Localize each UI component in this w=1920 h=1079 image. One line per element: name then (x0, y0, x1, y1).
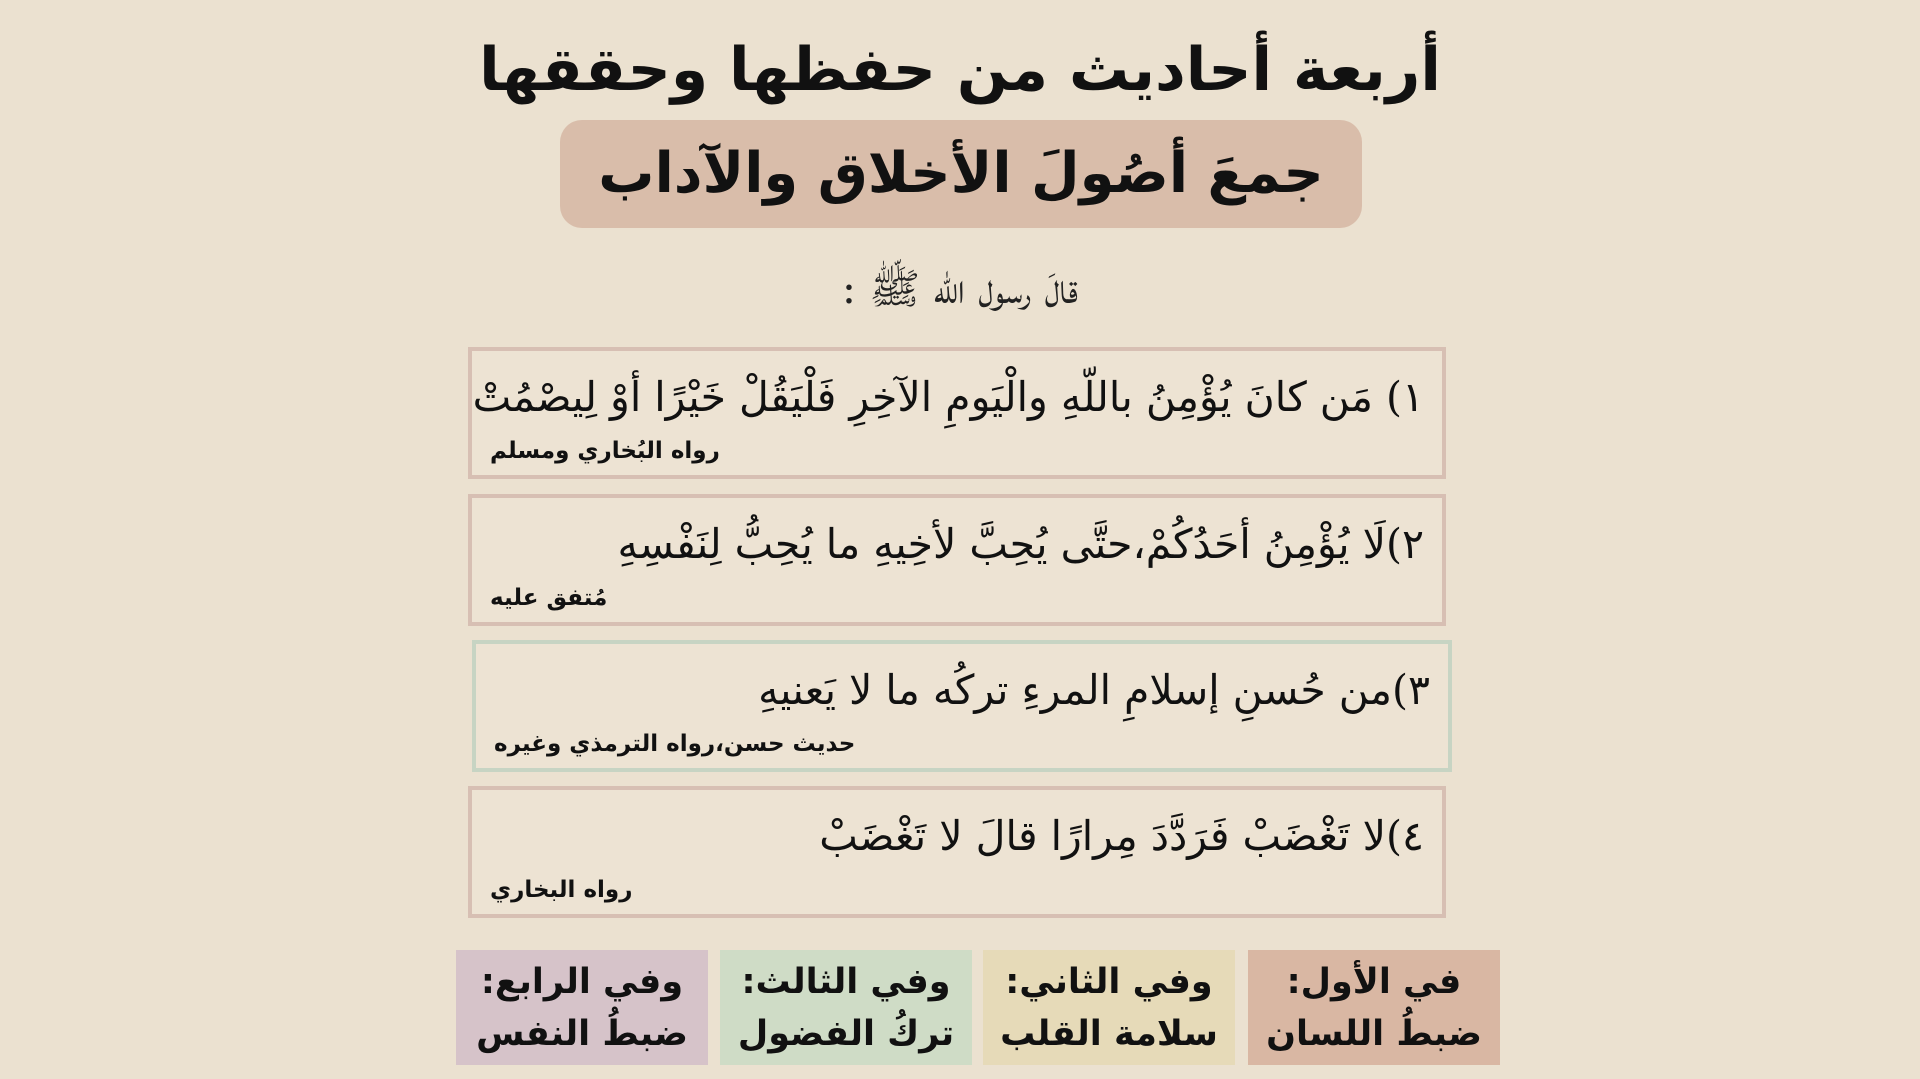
lesson-value: سلامة القلب (1000, 1014, 1218, 1054)
lesson-third (720, 950, 972, 1065)
hadith-text: ٢)لَا يُؤْمِنُ أحَدُكُمْ،حتَّى يُحِبَّ لأخِيهِ ما يُحِبُّ لِنَفْسِهِ (617, 520, 1424, 568)
lesson-value: ضبطُ النفس (476, 1014, 688, 1054)
hadith-text: ١) مَن كانَ يُؤْمِنُ باللّهِ والْيَومِ الآخِرِ فَلْيَقُلْ خَيْرًا أوْ لِيصْمُتْ (472, 373, 1424, 421)
hadith-source: حديث حسن،رواه الترمذي وغيره (494, 731, 856, 757)
hadith-card-1 (468, 347, 1446, 479)
lesson-heading: وفي الرابع: (480, 962, 684, 1002)
hadith-card-2 (468, 494, 1446, 626)
lesson-first (1248, 950, 1500, 1065)
hadith-card-3 (472, 640, 1452, 772)
subtitle-banner: جمعَ أصُولَ الأخلاق والآداب (560, 120, 1362, 228)
hadith-text: ٣)من حُسنِ إسلامِ المرءِ تركُه ما لا يَعنيهِ (758, 666, 1430, 714)
lesson-value: ضبطُ اللسان (1266, 1014, 1482, 1054)
lesson-heading: وفي الثاني: (1005, 962, 1213, 1002)
hadith-source: مُتفق عليه (490, 585, 608, 611)
lesson-second (983, 950, 1235, 1065)
lesson-value: تركُ الفضول (737, 1014, 955, 1054)
lesson-heading: وفي الثالث: (741, 962, 951, 1002)
lesson-heading: في الأول: (1286, 962, 1462, 1002)
hadith-source: رواه البخاري (490, 877, 633, 903)
hadith-source: رواه البُخاري ومسلم (490, 438, 720, 464)
hadith-card-4 (468, 786, 1446, 918)
main-title: أربعة أحاديث من حفظها وحققها (479, 35, 1441, 105)
lesson-fourth (456, 950, 708, 1065)
hadith-text: ٤)لا تَغْضَبْ فَرَدَّدَ مِرارًا قالَ لا تَغْضَبْ (819, 812, 1424, 860)
intro-line: قالَ رسول اللّه ﷺ : (841, 264, 1079, 313)
